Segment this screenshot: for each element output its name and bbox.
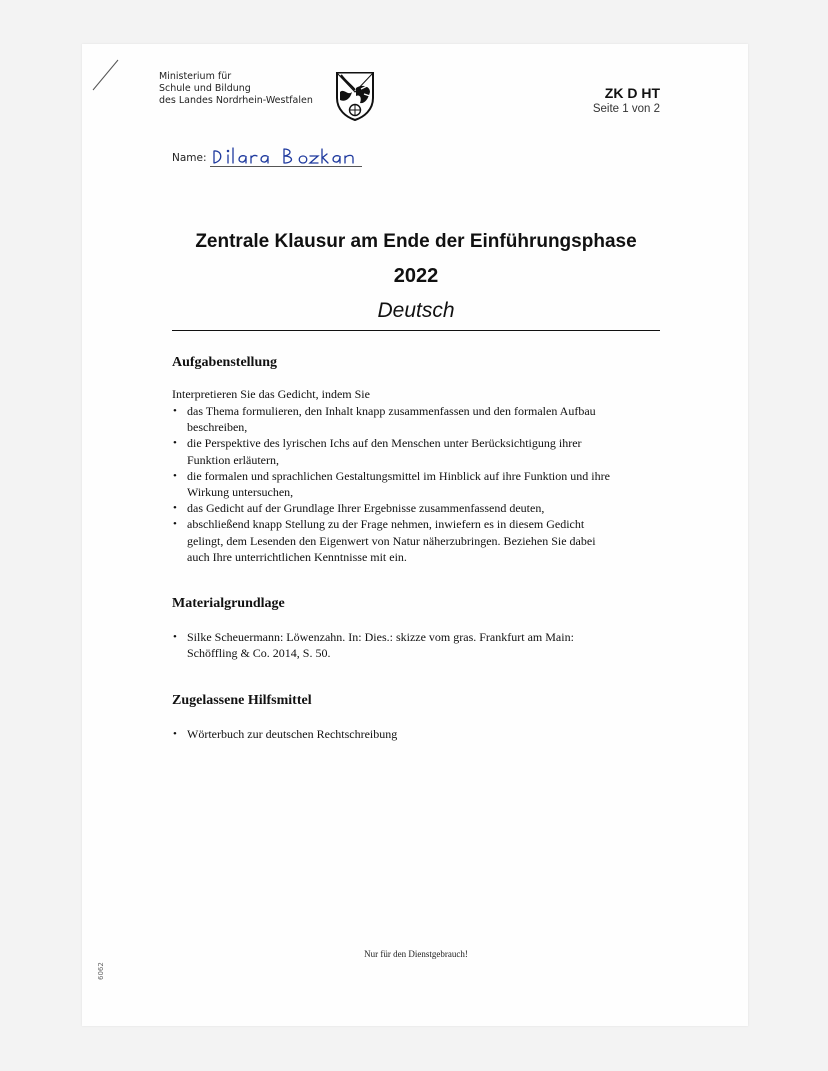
- task-5-line-3: auch Ihre unterrichtlichen Kenntnisse mit ein.: [187, 549, 407, 564]
- ministry-line-1: Ministerium für: [159, 71, 232, 82]
- list-item: [172, 403, 662, 435]
- nrw-coat-of-arms-icon: [334, 70, 376, 122]
- exam-year: 2022: [393, 265, 439, 287]
- exam-code: ZK D HT: [604, 85, 660, 101]
- list-item: [172, 468, 662, 500]
- exam-subject: Deutsch: [377, 299, 455, 322]
- name-field: [172, 144, 372, 174]
- aid-1-line-1: • Wörterbuch zur deutschen Rechtschreibung: [187, 727, 398, 741]
- material-list: [172, 629, 662, 661]
- task-3-line-1: • die formalen und sprachlichen Gestaltungsmittel im Hinblick auf ihre Funktion und ihre: [187, 468, 610, 483]
- list-item: [172, 516, 662, 565]
- task-2-line-2: Funktion erläutern,: [187, 452, 279, 467]
- material-1-line-1: • Silke Scheuermann: Löwenzahn. In: Dies.: skizze vom gras. Frankfurt am Main:: [187, 630, 574, 644]
- task-3-line-2: Wirkung untersuchen,: [187, 485, 294, 500]
- ministry-line-2: Schule und Bildung: [159, 83, 251, 94]
- pencil-stroke-icon: [90, 58, 130, 94]
- side-code: 6062: [97, 962, 105, 980]
- material-1-line-2: Schöffling & Co. 2014, S. 50.: [187, 646, 331, 661]
- footer-notice: Nur für den Dienstgebrauch!: [364, 949, 468, 959]
- material-heading: Materialgrundlage: [172, 596, 285, 611]
- task-intro: Interpretieren Sie das Gedicht, indem Sie: [172, 387, 370, 401]
- name-label: Name:: [172, 152, 207, 164]
- task-list: [172, 403, 662, 565]
- ministry-line-3: des Landes Nordrhein-Westfalen: [159, 95, 313, 106]
- task-5-line-1: • abschließend knapp Stellung zu der Frage nehmen, inwiefern es in diesem Gedicht: [187, 517, 585, 532]
- list-item: [172, 629, 662, 661]
- task-5-line-2: gelingt, dem Lesenden den Eigenwert von Natur näherzubringen. Beziehen Sie dabei: [187, 533, 596, 548]
- ministry-name: [159, 71, 313, 107]
- title-divider: [172, 330, 660, 331]
- task-1-line-2: beschreiben,: [187, 420, 248, 435]
- list-item: [172, 726, 662, 742]
- task-2-line-1: • die Perspektive des lyrischen Ichs auf den Menschen unter Berücksichtigung ihrer: [187, 436, 582, 451]
- page-indicator: Seite 1 von 2: [592, 103, 660, 115]
- task-4-line-1: • das Gedicht auf der Grundlage Ihrer Ergebnisse zusammenfassend deuten,: [187, 501, 545, 516]
- handwritten-name: [208, 142, 368, 170]
- task-heading: Aufgabenstellung: [172, 355, 278, 370]
- aids-heading: Zugelassene Hilfsmittel: [172, 693, 312, 708]
- aids-list: [172, 726, 662, 742]
- list-item: [172, 435, 662, 467]
- exam-title: Zentrale Klausur am Ende der Einführungsphase: [195, 231, 637, 252]
- exam-code-block: [593, 84, 660, 116]
- list-item: [172, 500, 662, 516]
- task-1-line-1: • das Thema formulieren, den Inhalt knapp zusammenfassen und den formalen Aufbau: [187, 404, 596, 418]
